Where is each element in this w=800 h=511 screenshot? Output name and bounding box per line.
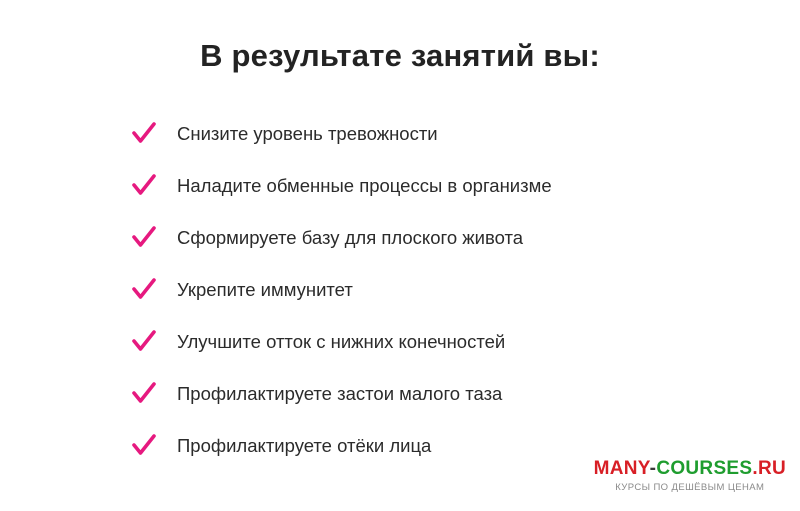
page-title: В результате занятий вы: xyxy=(200,38,600,73)
check-icon xyxy=(131,121,177,147)
watermark-part3: .RU xyxy=(752,458,786,479)
list-item xyxy=(131,264,731,316)
check-icon xyxy=(131,381,177,407)
list-item-label: Профилактируете отёки лица xyxy=(177,434,432,456)
watermark-part2: COURSES xyxy=(656,458,753,479)
list-item xyxy=(131,316,731,368)
check-icon xyxy=(131,329,177,355)
list-item xyxy=(131,368,731,420)
list-item xyxy=(131,212,731,264)
check-icon xyxy=(131,173,177,199)
list-item-label: Улучшите отток с нижних конечностей xyxy=(177,330,506,352)
benefits-list xyxy=(131,108,731,472)
watermark-tagline: КУРСЫ ПО ДЕШЁВЫМ ЦЕНАМ xyxy=(615,482,765,493)
list-item-label: Наладите обменные процессы в организме xyxy=(177,174,552,196)
list-item xyxy=(131,160,731,212)
watermark-separator: - xyxy=(649,458,657,479)
watermark-logo xyxy=(594,459,786,478)
list-item-label: Укрепите иммунитет xyxy=(177,278,353,300)
watermark-part1: MANY xyxy=(593,458,650,479)
list-item xyxy=(131,108,731,160)
check-icon xyxy=(131,277,177,303)
list-item-label: Снизите уровень тревожности xyxy=(177,122,438,144)
list-item-label: Профилактируете застои малого таза xyxy=(177,382,503,404)
list-item-label: Сформируете базу для плоского живота xyxy=(177,226,524,248)
check-icon xyxy=(131,225,177,251)
watermark xyxy=(594,459,786,493)
check-icon xyxy=(131,433,177,459)
